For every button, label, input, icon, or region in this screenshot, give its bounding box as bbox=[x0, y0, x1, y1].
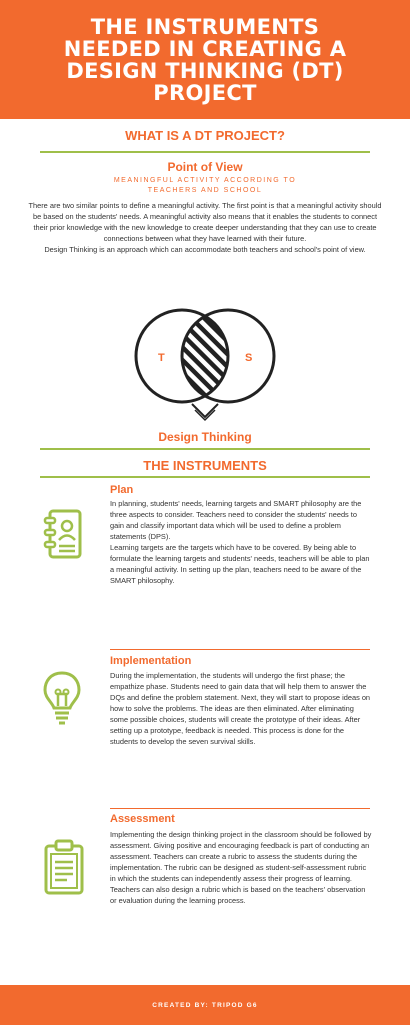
clipboard-icon bbox=[42, 838, 86, 896]
plan-paragraph: In planning, students' needs, learning targets and SMART philosophy are the three aspects to consider. Teachers need to consider the students' needs to gain and classify important data which will be used to define a problem statements (DPS). bbox=[110, 499, 362, 541]
venn-label-s: S bbox=[245, 352, 253, 364]
plan-paragraph: Learning targets are the targets which have to be covered. By being able to formulate the learning targets and students' needs, teachers will be able to plan a meaningful activity. In setting up the plan, teachers need to be aware of the SMART philosophy. bbox=[110, 543, 370, 585]
subtitle-line: MEANINGFUL ACTIVITY ACCORDING TO bbox=[113, 177, 297, 184]
venn-label-t: T bbox=[158, 352, 165, 364]
plan-text bbox=[110, 498, 372, 586]
credit-text: CREATED BY: TRIPOD G6 bbox=[152, 1001, 258, 1009]
intro-paragraph: Design Thinking is an approach which can accommodate both teachers and school's point of view. bbox=[44, 245, 366, 254]
intro-text bbox=[28, 200, 382, 255]
intro-paragraph: There are two similar points to define a meaningful activity. The first point is that a meaningful activity should be based on the students' needs. A meaningful activity also means that it enables the students to connect their prior knowledge with the new knowledge to create deeper understanding that they can use to create connections between what they have learned with their future. bbox=[28, 201, 382, 243]
assessment-text bbox=[110, 829, 372, 906]
divider bbox=[40, 448, 370, 450]
plan-heading: Plan bbox=[110, 484, 134, 496]
divider bbox=[110, 649, 370, 650]
implementation-text bbox=[110, 670, 372, 747]
planner-icon bbox=[42, 508, 86, 560]
subtitle-line: TEACHERS AND SCHOOL bbox=[147, 187, 263, 194]
chevron-down-icon bbox=[195, 410, 215, 420]
venn-diagram bbox=[130, 298, 280, 424]
section-title-what-is: WHAT IS A DT PROJECT? bbox=[125, 128, 285, 143]
page-title: THE INSTRUMENTS NEEDED IN CREATING A DESIGN THINKING (DT) PROJECT bbox=[63, 14, 347, 105]
divider bbox=[40, 476, 370, 478]
implementation-heading: Implementation bbox=[110, 655, 192, 667]
divider bbox=[110, 808, 370, 809]
section-title-instruments: THE INSTRUMENTS bbox=[143, 458, 267, 473]
implementation-paragraph: During the implementation, the students will undergo the first phase; the empathize phase. Students need to gain data that will help them to answer the DQs and define the problem statement. Next, they will start to propose ideas on how to solve the problems. The ideas are then eliminated. After eliminating some possible choices, students will create the prototype of their ideas. After setting up a prototype, feedback is needed. This process is done for the students to develop the seven survival skills. bbox=[110, 671, 371, 746]
divider bbox=[40, 151, 370, 153]
design-thinking-label: Design Thinking bbox=[158, 430, 252, 444]
footer-banner bbox=[0, 985, 410, 1025]
assessment-paragraph: Implementing the design thinking project in the classroom should be followed by assessment. Giving positive and encouraging feedback is part of conducting an assessment. Teachers can create a rubric to assess the students during the implementation. The rubric can be designed as student-self-assessment rubric in which the students can independently assess their progress of learning. Teachers can also design a rubric which is based on the teachers' observation or evaluation during the learning process. bbox=[110, 830, 372, 905]
point-of-view-subtitle bbox=[0, 176, 410, 196]
header-banner bbox=[0, 0, 410, 119]
assessment-heading: Assessment bbox=[110, 813, 175, 825]
lightbulb-icon bbox=[42, 670, 82, 726]
point-of-view-heading: Point of View bbox=[167, 160, 243, 174]
